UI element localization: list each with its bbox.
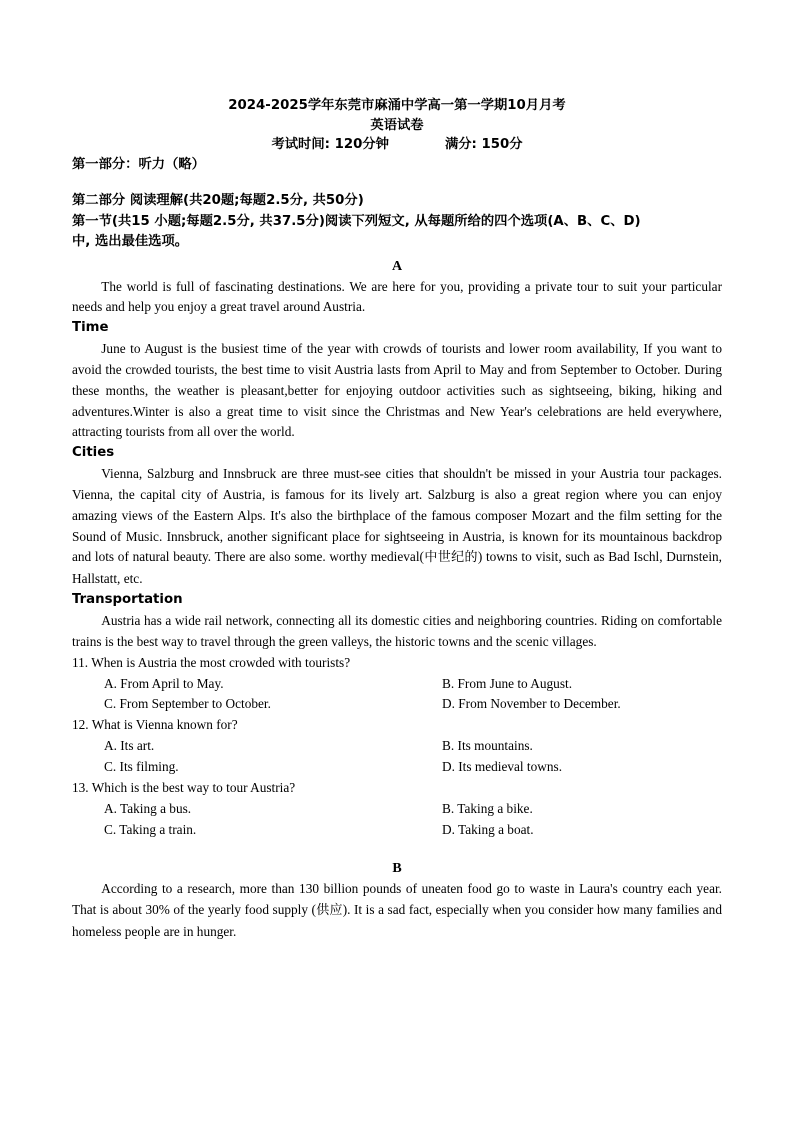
option-row <box>72 674 722 695</box>
option-row <box>72 799 722 820</box>
time-paragraph: June to August is the busiest time of the year with crowds of tourists and lower room availability, If you want to avoid the crowded tourists, the best time to visit Austria lasts from April to May and from September to October. During these months, the weather is pleasant,better for enjoying outdoor activities such as sightseeing, biking, hiking and adventures.Winter is also a great time to visit since the Christmas and New Year's celebrations are held everywhere, attracting tourists from all over the world. <box>72 340 722 440</box>
option-row <box>72 757 722 778</box>
passage-a-intro: The world is full of fascinating destinations. We are here for you, providing a private tour to suit your particular needs and help you enjoy a great travel around Austria. <box>72 278 722 315</box>
question-stem: 13. Which is the best way to tour Austria? <box>72 780 296 796</box>
part2-heading: 第二部分 阅读理解(共20题;每题2.5分, 共50分) <box>72 193 364 208</box>
option-row <box>72 694 722 715</box>
cities-heading: Cities <box>72 445 115 461</box>
question-stem: 12. What is Vienna known for? <box>72 717 238 733</box>
option-c[interactable]: C. Taking a train. <box>104 821 197 837</box>
cities-text-a: Vienna, Salzburg and Innsbruck are three must-see cities that shouldn't be missed in your Austria tour packages. Vienna, the capital city of Austria, is famous for its lively art. Salzburg is also a great region where you can enjoy amazing views of the Eastern Alps. It's also the birthplace of the famous composer Mozart and the film setting for the Sound of Music. Innsbruck, another significant place for sightseeing in Austria, is known for its mountainous backdrop and lots of natural beauty. There are also some. worthy medieval( <box>72 465 722 565</box>
exam-title: 2024-2025学年东莞市麻涌中学高一第一学期10月月考 <box>228 98 566 113</box>
exam-subject: 英语试卷 <box>370 117 424 133</box>
part1-heading: 第一部分：听力（略） <box>72 156 205 172</box>
passage-b-text-b: ). It is a sad fact, especially when you consider how many families and homeless people are in hunger. <box>72 901 722 939</box>
passage-b-text-a: According to a research, more than 130 billion pounds of uneaten food go to waste in Laura's country each year. That is about 30% of the yearly food supply ( <box>72 880 722 917</box>
passage-b-cjk-gloss: 供应 <box>315 902 343 918</box>
option-d[interactable]: D. Its medieval towns. <box>442 759 563 775</box>
passage-a-letter: A <box>391 258 403 274</box>
passage-b-letter: B <box>392 860 402 876</box>
option-b[interactable]: B. Taking a bike. <box>442 800 533 816</box>
option-row <box>72 820 722 841</box>
passage-b-paragraph <box>72 879 722 943</box>
exam-info <box>72 135 722 155</box>
transportation-heading: Transportation <box>72 592 183 608</box>
time-heading: Time <box>72 320 109 336</box>
option-d[interactable]: D. Taking a boat. <box>442 821 534 837</box>
exam-score: 满分: 150分 <box>444 137 523 152</box>
option-b[interactable]: B. Its mountains. <box>442 738 533 754</box>
exam-time: 考试时间: 120分钟 <box>271 137 389 152</box>
question-11 <box>72 653 722 716</box>
option-b[interactable]: B. From June to August. <box>442 675 573 691</box>
option-a[interactable]: A. From April to May. <box>104 675 224 691</box>
option-c[interactable]: C. From September to October. <box>104 696 271 712</box>
cities-paragraph <box>72 464 722 590</box>
cities-cjk-gloss: 中世纪的 <box>423 550 478 566</box>
section1-instruction-line1: 第一节(共15 小题;每题2.5分, 共37.5分)阅读下列短文, 从每题所给的四个选项(A、B、C、D) <box>72 213 641 229</box>
option-a[interactable]: A. Taking a bus. <box>104 800 192 816</box>
question-stem: 11. When is Austria the most crowded with tourists? <box>72 654 351 670</box>
question-13 <box>72 778 722 841</box>
section1-instruction-line2: 中, 选出最佳选项。 <box>72 234 189 249</box>
cities-text-b: ) towns to visit, such as Bad Ischl, Durnstein, Hallstatt, etc. <box>72 549 722 587</box>
question-12 <box>72 715 722 778</box>
transportation-paragraph: Austria has a wide rail network, connecting all its domestic cities and neighboring countries. Riding on comfortable trains is the best way to travel through the green valleys, the historic towns and the scenic villages. <box>72 612 722 649</box>
option-c[interactable]: C. Its filming. <box>104 759 179 775</box>
option-d[interactable]: D. From November to December. <box>442 696 621 712</box>
option-row <box>72 736 722 757</box>
option-a[interactable]: A. Its art. <box>104 738 155 754</box>
